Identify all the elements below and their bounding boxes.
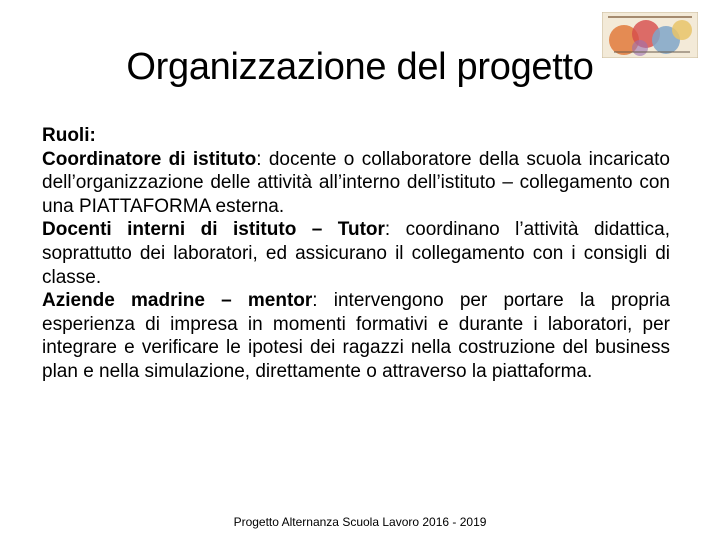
slide-title: Organizzazione del progetto bbox=[126, 46, 594, 88]
role-description: docente o collaboratore della scuola incaricato dell’organizzazione delle attività all’interno dell’istituto – collegamento con una PIATTAFORMA esterna. bbox=[42, 148, 670, 217]
role-separator: : bbox=[256, 148, 262, 170]
role-term: Coordinatore di istituto bbox=[42, 148, 257, 170]
roles-heading: Ruoli: bbox=[42, 125, 96, 146]
role-description: coordinano l’attività didattica, soprattutto dei laboratori, ed assicurano il collegamento con i consigli di classe. bbox=[42, 219, 670, 288]
role-paragraph bbox=[42, 218, 670, 289]
role-term: Docenti interni di istituto – Tutor bbox=[42, 219, 385, 241]
slide-footer: Progetto Alternanza Scuola Lavoro 2016 - 2019 bbox=[233, 515, 487, 529]
role-term: Aziende madrine – mentor bbox=[42, 290, 313, 312]
role-paragraph bbox=[42, 148, 670, 219]
role-description: intervengono per portare la propria esperienza di impresa in momenti formativi e durante i laboratori, per integrare e verificare le ipotesi dei ragazzi nella costruzione del business plan e nella simulazione, direttamente o attraverso la piattaforma. bbox=[42, 290, 670, 382]
slide-body bbox=[42, 124, 670, 384]
role-separator: : bbox=[312, 290, 318, 312]
role-separator: : bbox=[384, 219, 391, 241]
role-paragraph bbox=[42, 289, 670, 383]
